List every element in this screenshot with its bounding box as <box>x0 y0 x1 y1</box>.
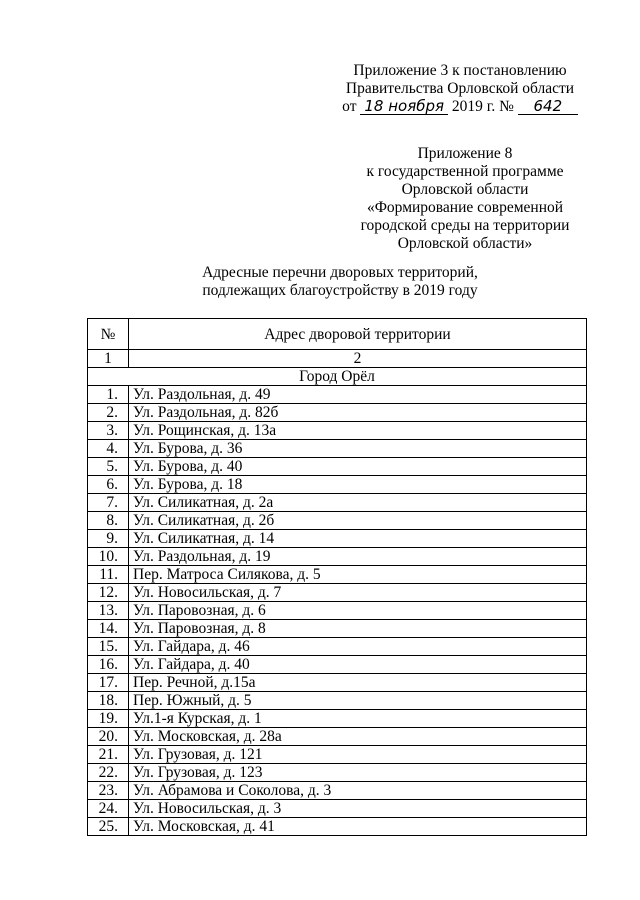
row-address: Ул. Новосильская, д. 3 <box>129 800 587 818</box>
row-number: 23. <box>88 782 129 800</box>
row-address: Ул. Бурова, д. 18 <box>129 476 587 494</box>
table-header-row <box>88 319 587 350</box>
row-number: 14. <box>88 620 129 638</box>
list-title-line-1: Адресные перечни дворовых территорий, <box>202 264 478 281</box>
row-address: Ул.1-я Курская, д. 1 <box>129 710 587 728</box>
table-row <box>88 764 587 782</box>
list-title <box>150 264 530 300</box>
row-number: 22. <box>88 764 129 782</box>
row-address: Ул. Московская, д. 41 <box>129 818 587 836</box>
appendix-8-line: Приложение 8 <box>417 145 513 162</box>
row-address: Пер. Матроса Силякова, д. 5 <box>129 566 587 584</box>
row-address: Ул. Рощинская, д. 13а <box>129 422 587 440</box>
header-address: Адрес дворовой территории <box>129 319 587 350</box>
row-address: Ул. Силикатная, д. 14 <box>129 530 587 548</box>
table-row <box>88 566 587 584</box>
index-row <box>88 350 587 368</box>
row-address: Ул. Раздольная, д. 82б <box>129 404 587 422</box>
table-row <box>88 800 587 818</box>
handwritten-date: 18 ноября <box>360 99 448 115</box>
appendix-8-line: Орловской области <box>401 181 529 198</box>
row-address: Ул. Силикатная, д. 2б <box>129 512 587 530</box>
row-address: Ул. Гайдара, д. 40 <box>129 656 587 674</box>
handwritten-number: 642 <box>518 99 578 115</box>
row-number: 6. <box>88 476 129 494</box>
table-row <box>88 692 587 710</box>
appendix-3-date-line <box>330 98 590 116</box>
appendix-8-line: городской среды на территории <box>360 217 570 234</box>
table-row <box>88 530 587 548</box>
table-row <box>88 548 587 566</box>
row-number: 25. <box>88 818 129 836</box>
row-number: 16. <box>88 656 129 674</box>
section-row <box>88 368 587 386</box>
table-row <box>88 422 587 440</box>
row-address: Ул. Грузовая, д. 123 <box>129 764 587 782</box>
row-address: Пер. Речной, д.15а <box>129 674 587 692</box>
row-address: Ул. Паровозная, д. 8 <box>129 620 587 638</box>
list-title-line-2: подлежащих благоустройству в 2019 году <box>202 282 478 299</box>
table-row <box>88 440 587 458</box>
row-number: 11. <box>88 566 129 584</box>
table-row <box>88 494 587 512</box>
row-number: 12. <box>88 584 129 602</box>
row-number: 15. <box>88 638 129 656</box>
appendix-8-line: к государственной программе <box>366 163 564 180</box>
row-number: 10. <box>88 548 129 566</box>
table-row <box>88 782 587 800</box>
address-table <box>87 318 587 836</box>
table-row <box>88 584 587 602</box>
row-number: 19. <box>88 710 129 728</box>
row-address: Ул. Гайдара, д. 46 <box>129 638 587 656</box>
table-row <box>88 710 587 728</box>
table-row <box>88 656 587 674</box>
table-row <box>88 674 587 692</box>
row-number: 1. <box>88 386 129 404</box>
row-number: 18. <box>88 692 129 710</box>
table-row <box>88 638 587 656</box>
appendix-8-header <box>340 145 590 253</box>
index-cell-2: 2 <box>129 350 587 368</box>
row-address: Ул. Раздольная, д. 19 <box>129 548 587 566</box>
row-number: 24. <box>88 800 129 818</box>
row-address: Ул. Бурова, д. 36 <box>129 440 587 458</box>
row-address: Ул. Раздольная, д. 49 <box>129 386 587 404</box>
header-number: № <box>88 319 129 350</box>
row-number: 8. <box>88 512 129 530</box>
appendix-8-line: «Формирование современной <box>366 199 564 216</box>
row-address: Ул. Новосильская, д. 7 <box>129 584 587 602</box>
row-number: 4. <box>88 440 129 458</box>
table-row <box>88 404 587 422</box>
row-number: 9. <box>88 530 129 548</box>
table-row <box>88 602 587 620</box>
from-label: от <box>342 98 357 115</box>
table-row <box>88 746 587 764</box>
section-title: Город Орёл <box>88 368 587 386</box>
table-row <box>88 512 587 530</box>
row-number: 5. <box>88 458 129 476</box>
row-number: 2. <box>88 404 129 422</box>
row-number: 17. <box>88 674 129 692</box>
table-row <box>88 620 587 638</box>
table-row <box>88 476 587 494</box>
table-row <box>88 818 587 836</box>
row-number: 21. <box>88 746 129 764</box>
row-address: Ул. Бурова, д. 40 <box>129 458 587 476</box>
row-address: Ул. Московская, д. 28а <box>129 728 587 746</box>
row-address: Пер. Южный, д. 5 <box>129 692 587 710</box>
row-address: Ул. Силикатная, д. 2а <box>129 494 587 512</box>
index-cell-1: 1 <box>88 350 129 368</box>
appendix-3-header <box>330 62 590 116</box>
appendix-8-line: Орловской области» <box>397 235 533 252</box>
row-address: Ул. Грузовая, д. 121 <box>129 746 587 764</box>
row-number: 7. <box>88 494 129 512</box>
appendix-3-line-2: Правительства Орловской области <box>345 80 575 97</box>
row-number: 20. <box>88 728 129 746</box>
row-number: 13. <box>88 602 129 620</box>
row-number: 3. <box>88 422 129 440</box>
row-address: Ул. Абрамова и Соколова, д. 3 <box>129 782 587 800</box>
table-row <box>88 386 587 404</box>
table-row <box>88 458 587 476</box>
row-address: Ул. Паровозная, д. 6 <box>129 602 587 620</box>
year-text: 2019 г. № <box>451 98 514 115</box>
table-row <box>88 728 587 746</box>
appendix-3-line-1: Приложение 3 к постановлению <box>353 62 567 79</box>
